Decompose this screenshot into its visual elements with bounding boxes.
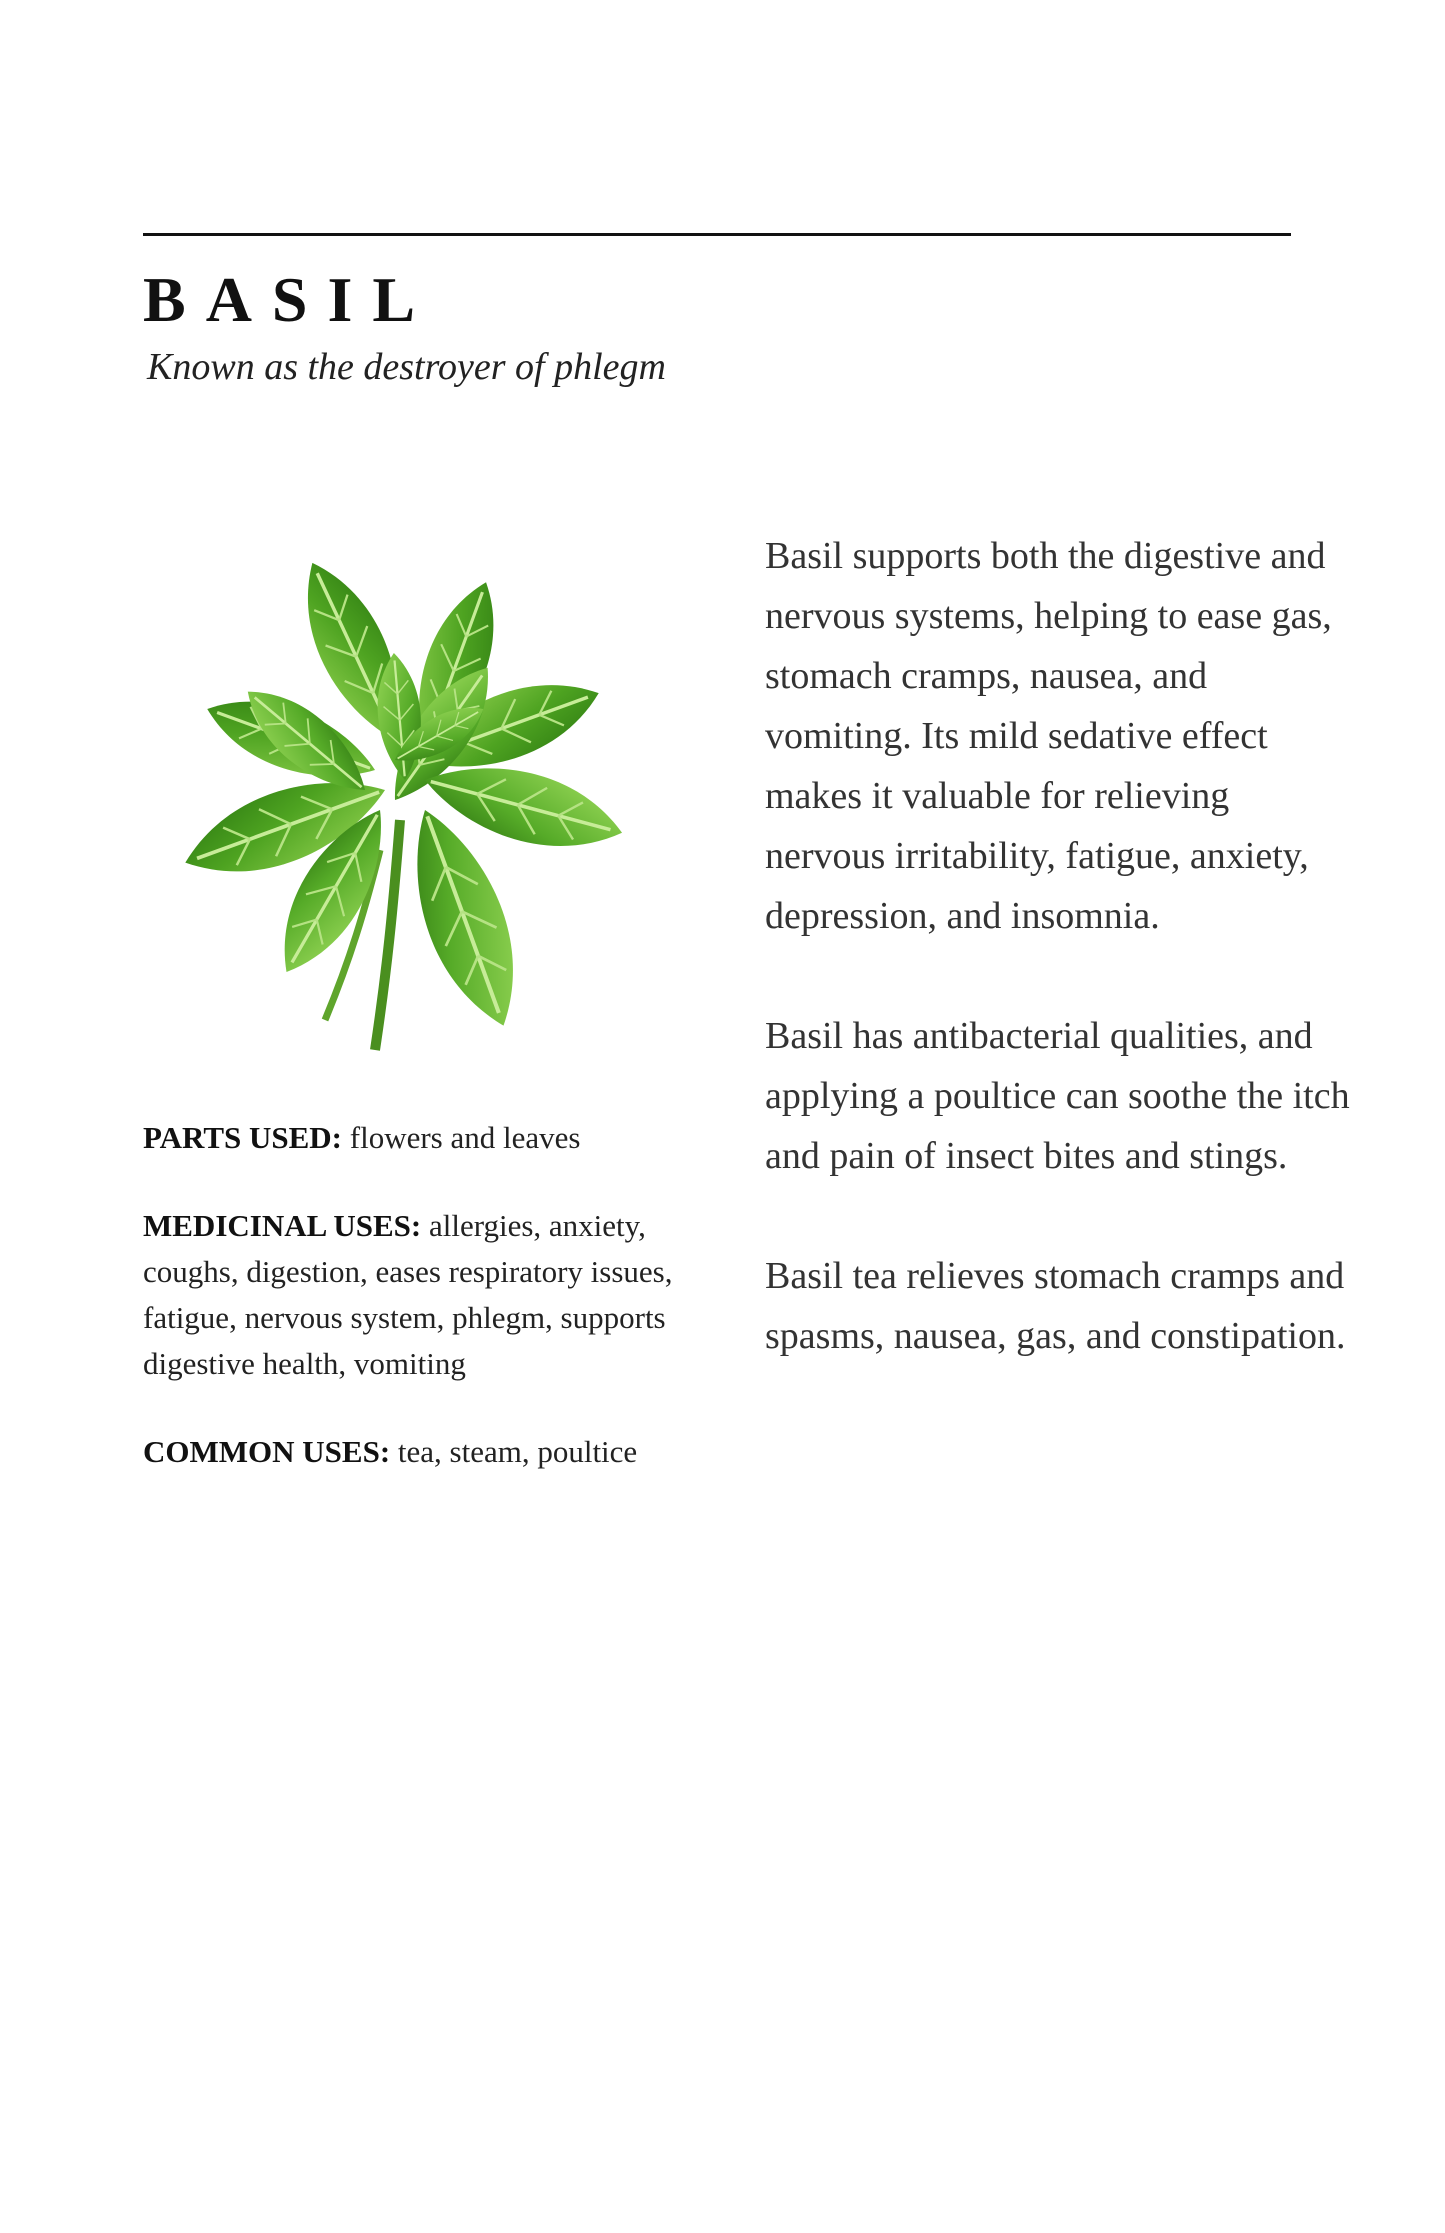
basil-leaves-icon (125, 490, 680, 1060)
description-column (765, 526, 1355, 1426)
parts-used-value: flowers and leaves (349, 1120, 581, 1155)
common-uses-value: tea, steam, poultice (397, 1434, 638, 1469)
medicinal-uses-value: allergies, anxiety, coughs, digestion, eases respiratory issues, fatigue, nervous system, phlegm, supports digestive health, vomiting (143, 1208, 673, 1381)
medicinal-uses-fact (143, 1203, 683, 1387)
parts-used-label: PARTS USED: (143, 1120, 343, 1155)
common-uses-fact (143, 1429, 683, 1475)
top-divider (143, 233, 1291, 236)
common-uses-label: COMMON USES: (143, 1434, 391, 1469)
herb-facts (143, 1115, 683, 1517)
page-title: BASIL (143, 264, 436, 335)
description-paragraph: Basil has antibacterial qualities, and applying a poultice can soothe the itch and pain of insect bites and stings. (765, 1015, 1350, 1177)
page-subtitle: Known as the destroyer of phlegm (147, 346, 666, 388)
parts-used-fact (143, 1115, 683, 1161)
medicinal-uses-label: MEDICINAL USES: (143, 1208, 422, 1243)
description-paragraph: Basil supports both the digestive and nervous systems, helping to ease gas, stomach cramps, nausea, and vomiting. Its mild sedative effect makes it valuable for relieving nervous irritability, fatigue, anxiety, depression, and insomnia. (765, 535, 1332, 937)
description-paragraph: Basil tea relieves stomach cramps and spasms, nausea, gas, and constipation. (765, 1255, 1346, 1357)
